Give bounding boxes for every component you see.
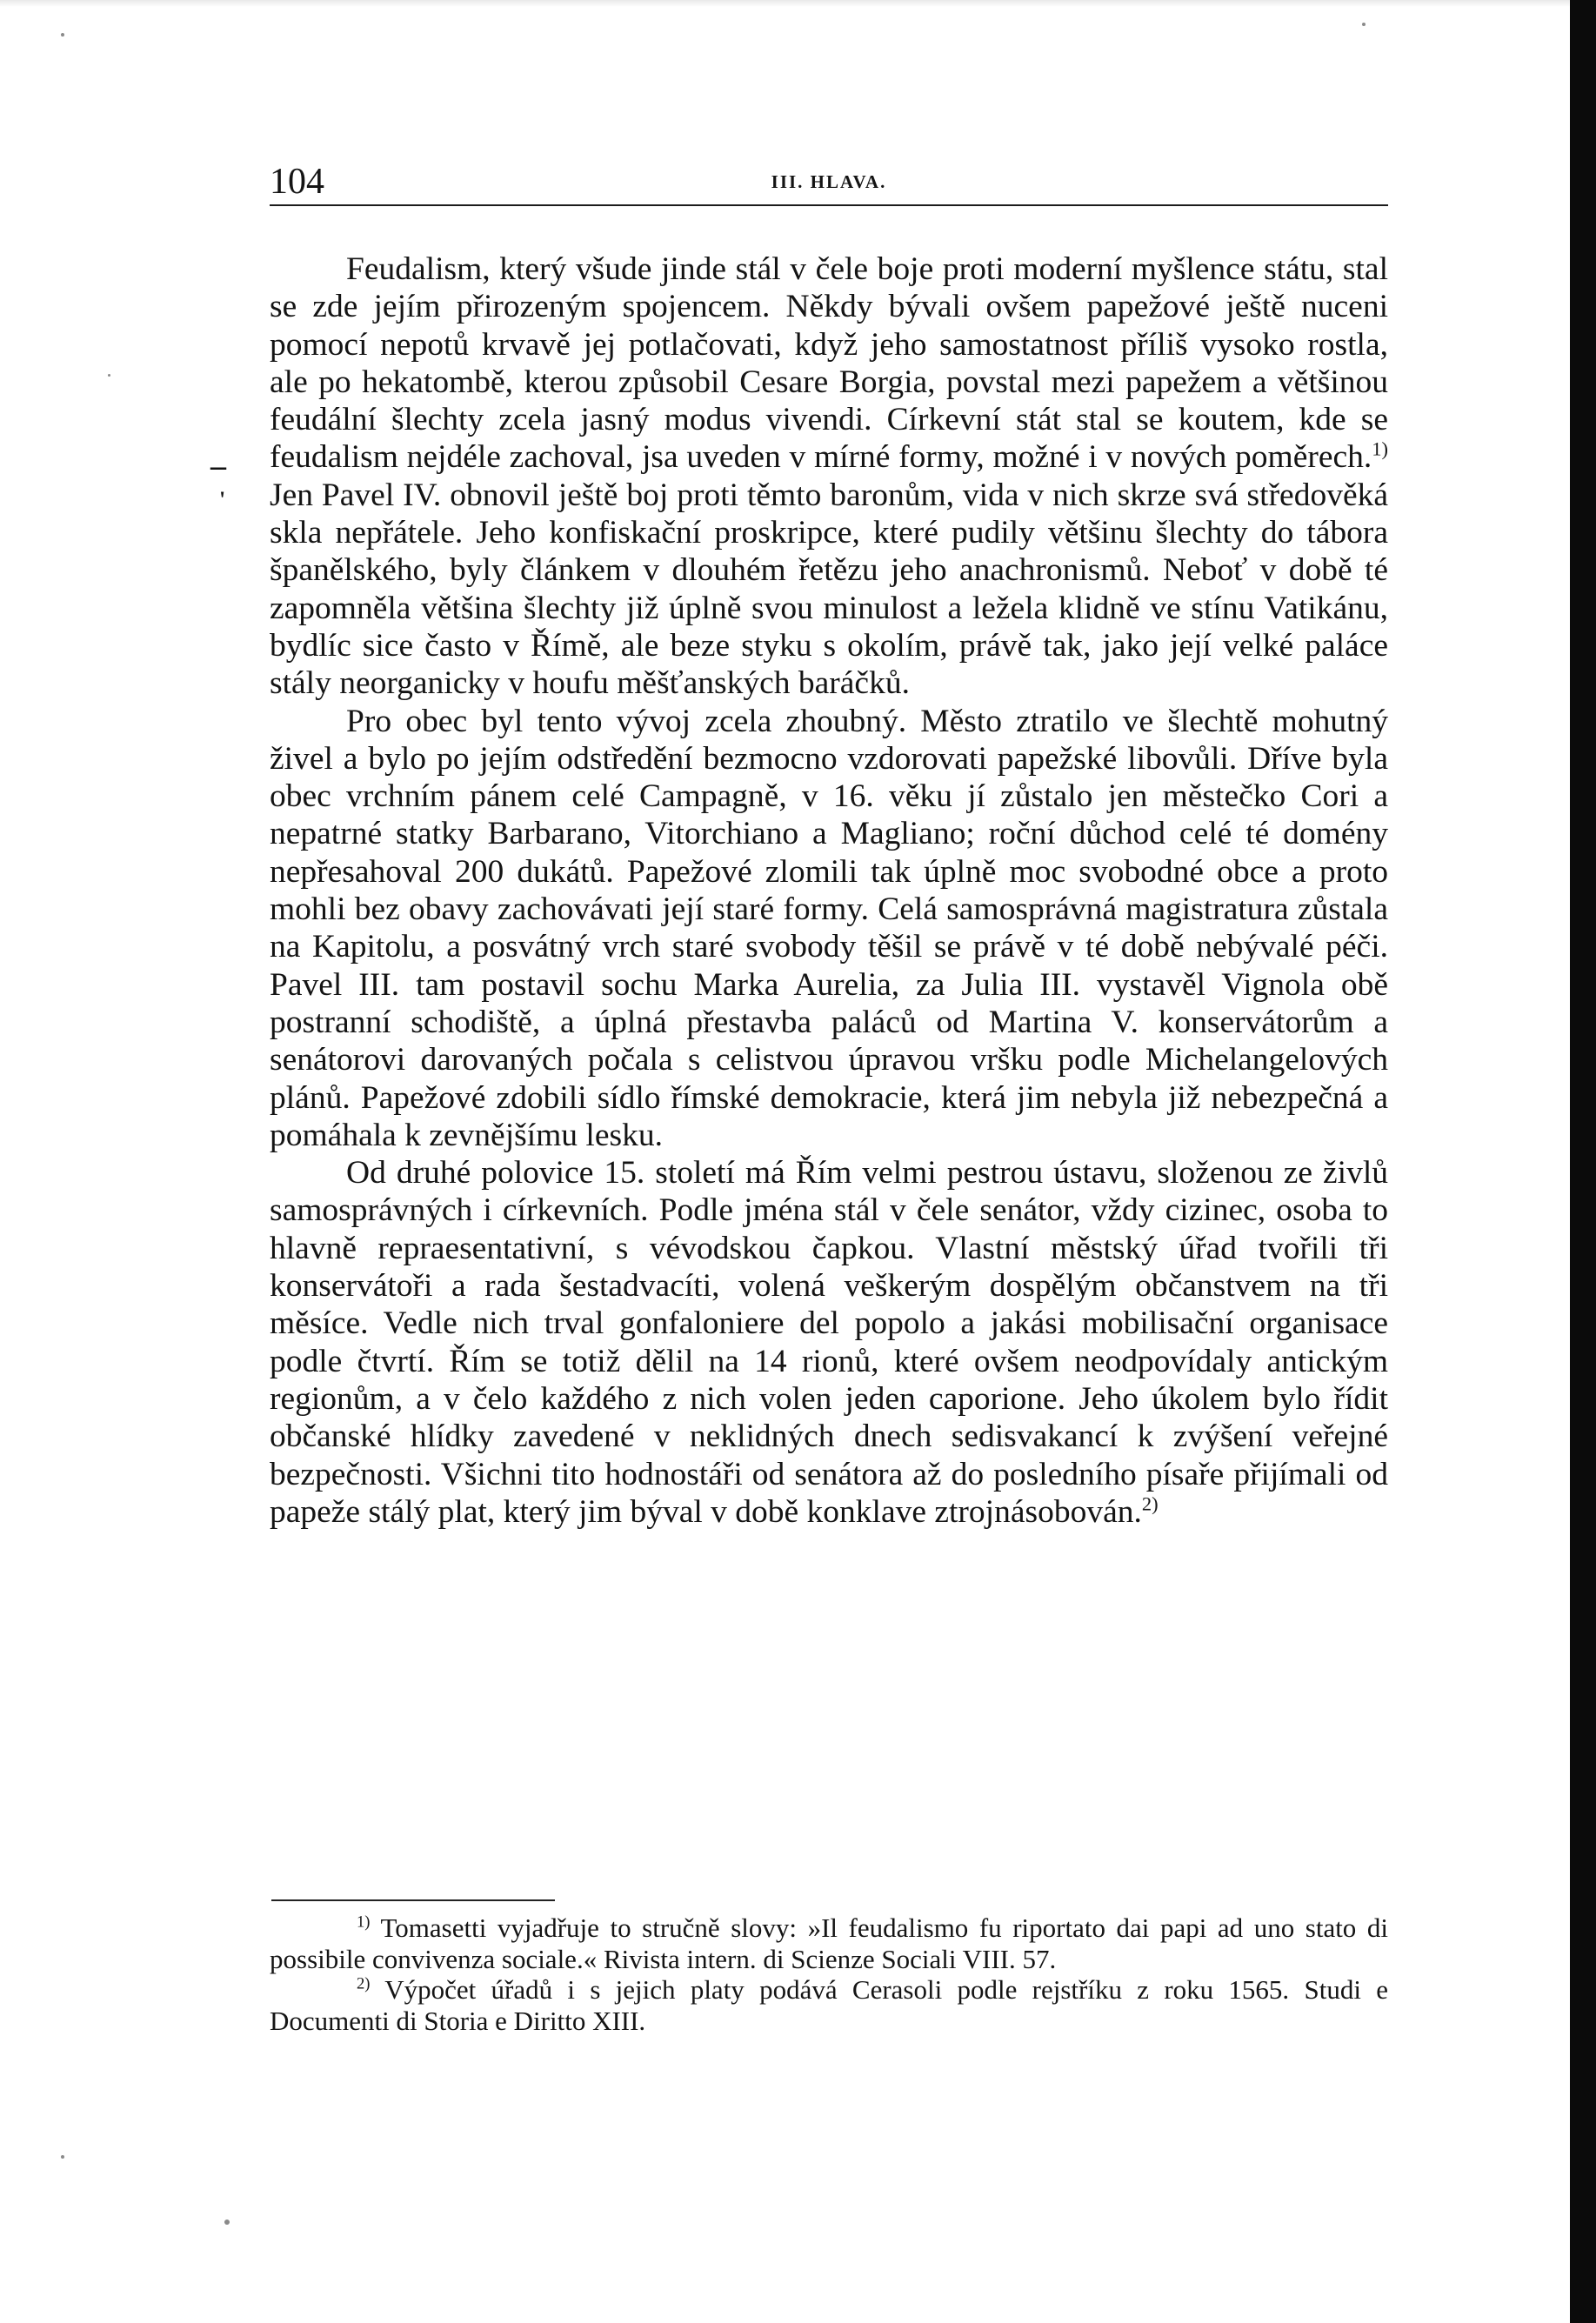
margin-dash-mark: – bbox=[210, 448, 226, 483]
scan-right-border bbox=[1570, 0, 1596, 2323]
footnote-ref-2[interactable]: 2) bbox=[1141, 1492, 1159, 1515]
scan-speck bbox=[1362, 23, 1366, 26]
paragraph-commune: Pro obec byl tento vývoj zcela zhoubný. Město ztratilo ve šlechtě mohutný živel a bylo po jejím odstředění bezmocno vzdorovati papežské libovůli. Dříve byla obec vrchním pánem celé Campagně, v 16. věku jí zůstalo jen městečko Cori a nepatrné statky Barbarano, Vitorchiano a Magliano; roční důchod celé té domény nepřesahoval 200 dukátů. Papežové zlomili tak úplně moc svobodné obce a proto mohli bez obavy zachovávati její staré formy. Celá samosprávná magistratura zůstala na Kapitolu, a posvátný vrch staré svobody těšil se právě v té době nebývalé péči. Pavel III. tam postavil sochu Marka Aurelia, za Julia III. vystavěl Vignola obě postranní schodiště, a úplná přestavba paláců od Martina V. konservátorům a senátorovi darovaných počala s celistvou úpravou vršku podle Michelangelových plánů. Papežové zdobili sídlo římské demokracie, která jim nebyla již nebezpečná a pomáhala k zevnějšímu lesku. bbox=[270, 703, 1388, 1153]
paragraph-text: Feudalism, který všude jinde stál v čele boje proti moderní myšlence státu, stal se zde jejím přirozeným spojencem. Někdy bývali ovšem papežové ještě nuceni pomocí nepotů krvavě jej potlačovati, když jeho samostatnost příliš vysoko rostla, ale po hekatombě, kterou způsobil Cesare Borgia, povstal mezi papežem a většinou feudální šlechty zcela jasný modus vivendi. Církevní stát stal se koutem, kde se feudalism nejdéle zachoval, jsa uveden v mírné formy, možné i v nových poměrech. bbox=[270, 251, 1388, 476]
footnote-1 bbox=[270, 1912, 1388, 1974]
paragraph-text-continued: Jen Pavel IV. obnovil ještě boj proti těmto baronům, vida v nich skrze svá středověká skla nepřátele. Jeho konfiskační proskripce, které pudily většinu šlechty do tábora španělského, byly článkem v dlouhém řetězu jeho anachronismů. Neboť v době té zapomněla většina šlechty již úplně svou minulost a ležela klidně ve stínu Vatikánu, bydlíc sice často v Římě, ale beze styku s okolím, právě tak, jako její velké paláce stály neorganicky v houfu měšťanských baráčků. bbox=[270, 477, 1388, 702]
running-head: III. HLAVA. bbox=[771, 171, 887, 192]
main-text bbox=[270, 250, 1388, 1531]
footnote-marker: 1) bbox=[357, 1912, 371, 1932]
footnote-divider bbox=[271, 1899, 555, 1901]
scan-speck bbox=[61, 2155, 64, 2159]
footnote-ref-1[interactable]: 1) bbox=[1372, 437, 1388, 460]
paragraph-text: Od druhé polovice 15. století má Řím velmi pestrou ústavu, složenou ze živlů samosprávných i církevních. Podle jména stál v čele senátor, vždy cizinec, osoba to hlavně repraesentativní, s vévodskou čapkou. Vlastní městský úřad tvořili tři konservátoři a rada šestadvacíti, volená veškerým dospělým občanstvem na tři měsíce. Vedle nich trval gonfaloniere del popolo a jakási mobilisační organisace podle čtvrtí. Řím se totiž dělil na 14 rionů, které ovšem neodpovídaly antickým regionům, a v čelo každého z nich volen jeden caporione. Jeho úkolem bylo řídit občanské hlídky zavedené v neklidných dnech sedisvakancí k zvýšení veřejné bezpečnosti. Všichni tito hodnostáři od senátora až do posledního písaře přijímali od papeže stálý plat, který jim býval v době konklave ztrojnásobován. bbox=[270, 1155, 1388, 1530]
scan-speck bbox=[224, 2220, 230, 2225]
footnote-text: Tomasetti vyjadřuje to stručně slovy: »Il feudalismo fu riportato dai papi ad uno stato di possibile convivenza sociale.« Rivista intern. di Scienze Sociali VIII. 57. bbox=[270, 1912, 1388, 1974]
footnote-text: Výpočet úřadů i s jejich platy podává Cerasoli podle rejstříku z roku 1565. Studi e Documenti di Storia e Diritto XIII. bbox=[270, 1974, 1388, 2036]
footnote-marker: 2) bbox=[357, 1974, 371, 1993]
scan-speck bbox=[108, 374, 110, 377]
page-header bbox=[270, 159, 1388, 206]
page-number: 104 bbox=[270, 162, 324, 202]
footnote-2 bbox=[270, 1974, 1388, 2036]
paragraph-feudalism bbox=[270, 250, 1388, 703]
scan-top-edge bbox=[0, 0, 1596, 7]
footnotes bbox=[270, 1912, 1388, 2036]
margin-tick-mark: ' bbox=[219, 487, 226, 512]
scan-speck bbox=[61, 33, 64, 37]
paragraph-constitution bbox=[270, 1154, 1388, 1531]
